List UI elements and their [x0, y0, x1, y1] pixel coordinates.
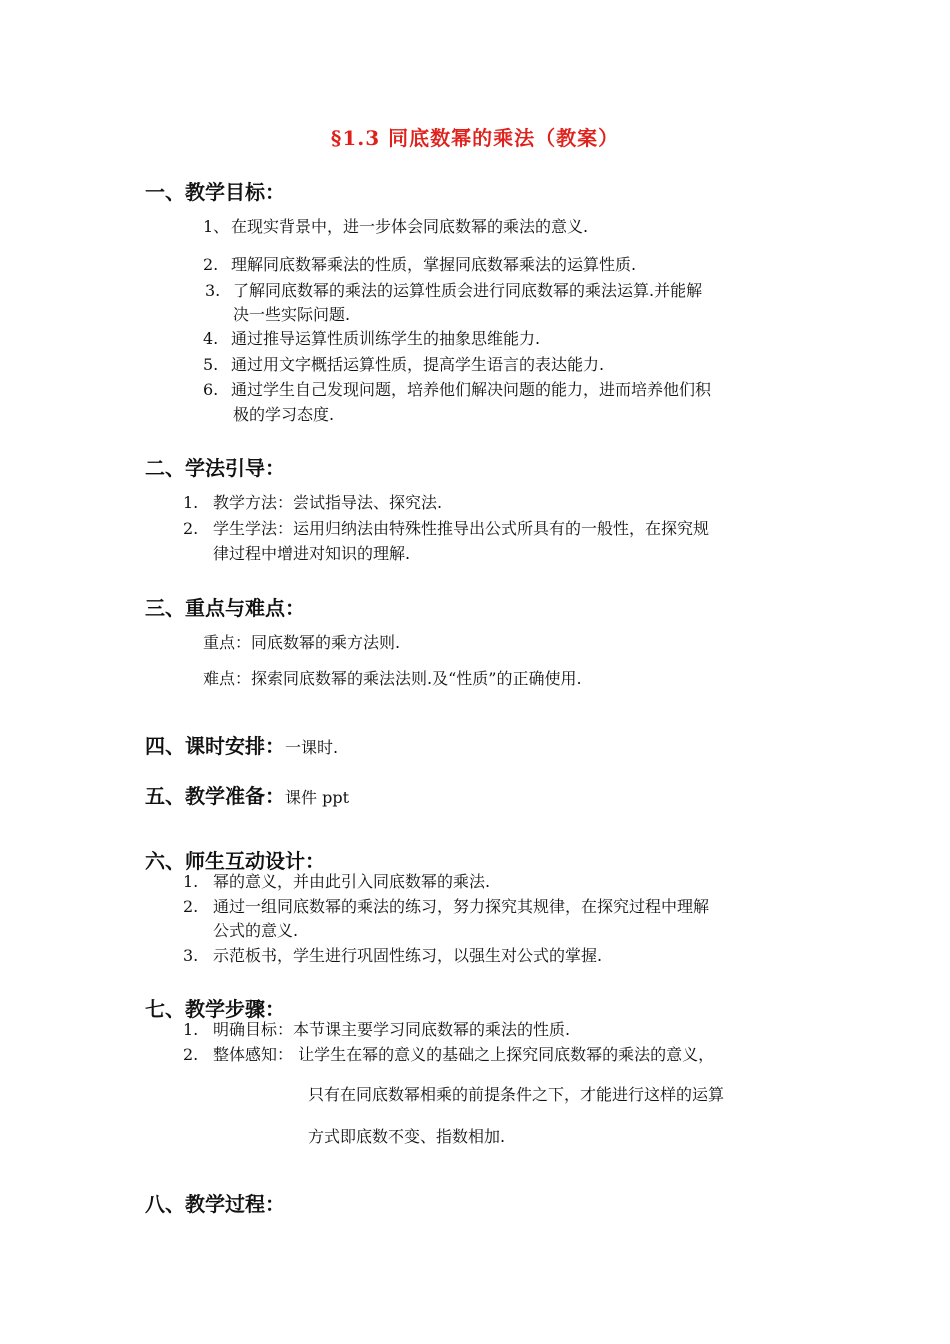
list-item-continuation: 决一些实际问题.: [233, 305, 351, 324]
list-item: 1、 在现实背景中，进一步体会同底数幂的乘法的意义.: [203, 217, 589, 236]
list-item: 2. 整体感知： 让学生在幂的意义的基础之上探究同底数幂的乘法的意义，: [183, 1045, 715, 1064]
document-title: §1.3 同底数幂的乘法（教案）: [330, 126, 620, 150]
list-item: 1. 幂的意义，并由此引入同底数幂的乘法.: [183, 872, 491, 891]
list-item: 6. 通过学生自己发现问题，培养他们解决问题的能力，进而培养他们积: [203, 380, 712, 399]
list-item: 1. 教学方法：尝试指导法、探究法.: [183, 493, 443, 512]
list-item: 2. 通过一组同底数幂的乘法的练习，努力探究其规律，在探究过程中理解: [183, 897, 710, 916]
list-item-continuation: 只有在同底数幂相乘的前提条件之下，才能进行这样的运算: [308, 1085, 725, 1104]
list-item-continuation: 公式的意义.: [213, 921, 299, 940]
list-item-continuation: 律过程中增进对知识的理解.: [213, 544, 411, 563]
key-point: 重点：同底数幂的乘方法则.: [203, 633, 401, 652]
section-heading-schedule: 四、课时安排：一课时.: [145, 734, 339, 758]
section-heading-interaction: 六、师生互动设计：: [145, 849, 325, 873]
list-item: 2. 理解同底数幂乘法的性质，掌握同底数幂乘法的运算性质.: [203, 255, 637, 274]
list-item-continuation: 方式即底数不变、指数相加.: [308, 1127, 506, 1146]
section-heading-goals: 一、教学目标：: [145, 180, 285, 204]
schedule-value: 一课时.: [285, 738, 339, 757]
list-item: 1. 明确目标：本节课主要学习同底数幂的乘法的性质.: [183, 1020, 571, 1039]
list-item: 4. 通过推导运算性质训练学生的抽象思维能力.: [203, 329, 541, 348]
list-item-continuation: 极的学习态度.: [233, 405, 335, 424]
section-heading-keypoints: 三、重点与难点：: [145, 596, 305, 620]
section-heading-process: 八、教学过程：: [145, 1192, 285, 1216]
section-heading-preparation: 五、教学准备：课件 ppt: [145, 784, 350, 808]
list-item: 5. 通过用文字概括运算性质，提高学生语言的表达能力.: [203, 355, 605, 374]
list-item: 3. 示范板书，学生进行巩固性练习，以强生对公式的掌握.: [183, 946, 603, 965]
section-heading-steps: 七、教学步骤：: [145, 997, 285, 1021]
preparation-value: 课件 ppt: [285, 788, 350, 807]
difficult-point: 难点：探索同底数幂的乘法法则.及“性质”的正确使用.: [203, 669, 582, 688]
list-item: 2. 学生学法：运用归纳法由特殊性推导出公式所具有的一般性，在探究规: [183, 519, 710, 538]
list-item: 3. 了解同底数幂的乘法的运算性质会进行同底数幂的乘法运算.并能解: [205, 281, 703, 300]
section-heading-method: 二、学法引导：: [145, 456, 285, 480]
